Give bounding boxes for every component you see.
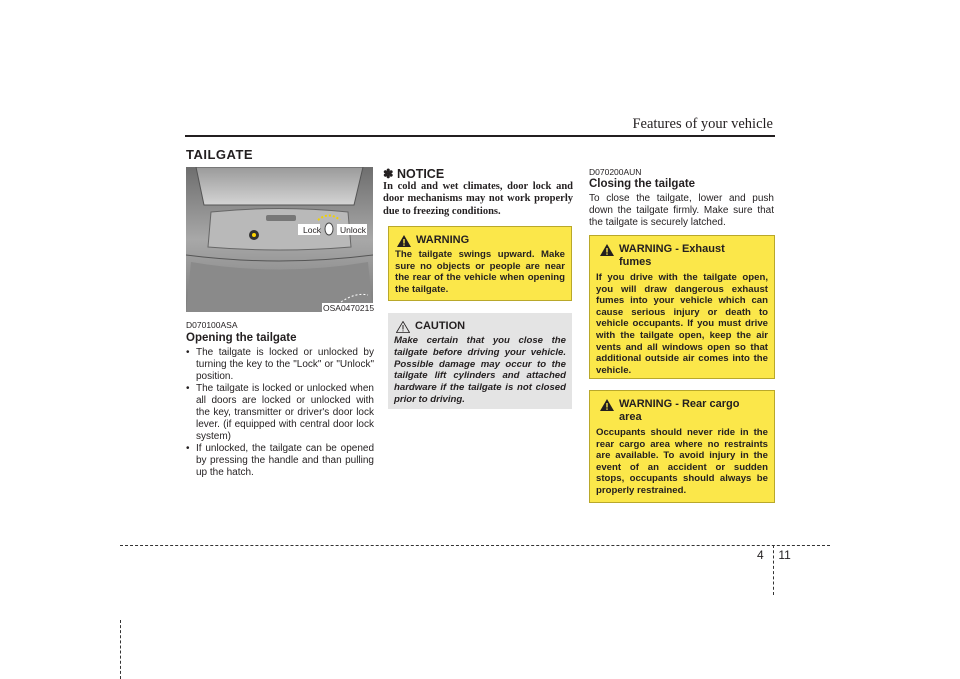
warning-title: WARNING - Rear cargo area [619,398,740,423]
caution-box [388,313,572,409]
notice-body: In cold and wet climates, door lock and door mechanisms may not work properly due to freezing conditions. [383,181,573,217]
warning-triangle-icon [600,399,614,411]
section-title: TAILGATE [186,147,254,162]
header-rule [185,135,775,137]
notice-title: ✽ NOTICE [383,167,445,181]
warning-text: If you drive with the tailgate open, you will draw dangerous exhaust fumes into your vehicle which can cause serious injury or death to vehicle occupants. If you must drive with the tailgate open, keep the air vents and all windows open so that additional outside air comes into the vehicle. [596,272,768,376]
chapter-number: 4 [757,548,764,562]
tailgate-illustration [186,167,373,312]
warning-title: WARNING [416,234,470,246]
warning-text: The tailgate swings upward. Make sure no objects or people are near the rear of the vehicle when opening the tailgate. [395,249,565,295]
opening-code: D070100ASA [186,320,238,330]
opening-bullet: • The tailgate is locked or unlocked by turning the key to the "Lock" or "Unlock" position. [186,347,374,382]
opening-bullet: • If unlocked, the tailgate can be opened by pressing the handle and than pulling up the hatch. [186,443,374,478]
caution-triangle-icon [396,321,410,333]
closing-title: Closing the tailgate [589,178,696,190]
photo-lock-label: Lock [303,225,321,235]
tailgate-photo [186,167,373,312]
warning-triangle-icon [600,244,614,256]
photo-unlock-label: Unlock [340,225,366,235]
warning-box-tailgate [388,226,572,301]
warning-text: Occupants should never ride in the rear cargo area where no restraints are available. To avoid injury in the event of an accident or sudden stops, occupants should always be properly restrained. [596,427,768,496]
opening-title: Opening the tailgate [186,332,297,344]
closing-code: D070200AUN [589,167,642,177]
header-title: Features of your vehicle [632,116,773,132]
opening-bullet: • The tailgate is locked or unlocked when all doors are locked or unlocked with the key, transmitter or driver's door lock lever. (if equipped with central door lock system) [186,383,374,442]
footer-left-rule [120,620,121,679]
page-number [757,548,791,562]
caution-text: Make certain that you close the tailgate before driving your vehicle. Possible damage may occur to the tailgate lift cylinders and attached hardware if the tailgate is not closed prior to driving. [394,335,566,405]
page-number-value: 11 [778,548,791,562]
footer-rule [120,545,830,546]
caution-title: CAUTION [415,320,466,332]
warning-title: WARNING - Exhaust fumes [619,243,725,268]
warning-box-cargo [589,390,775,503]
closing-body: To close the tailgate, lower and push down the tailgate firmly. Make sure that the tailgate is securely latched. [589,193,774,228]
photo-code: OSA0470215 [323,303,375,313]
opening-bullets [186,347,374,480]
warning-box-exhaust [589,235,775,379]
warning-triangle-icon [397,235,411,247]
